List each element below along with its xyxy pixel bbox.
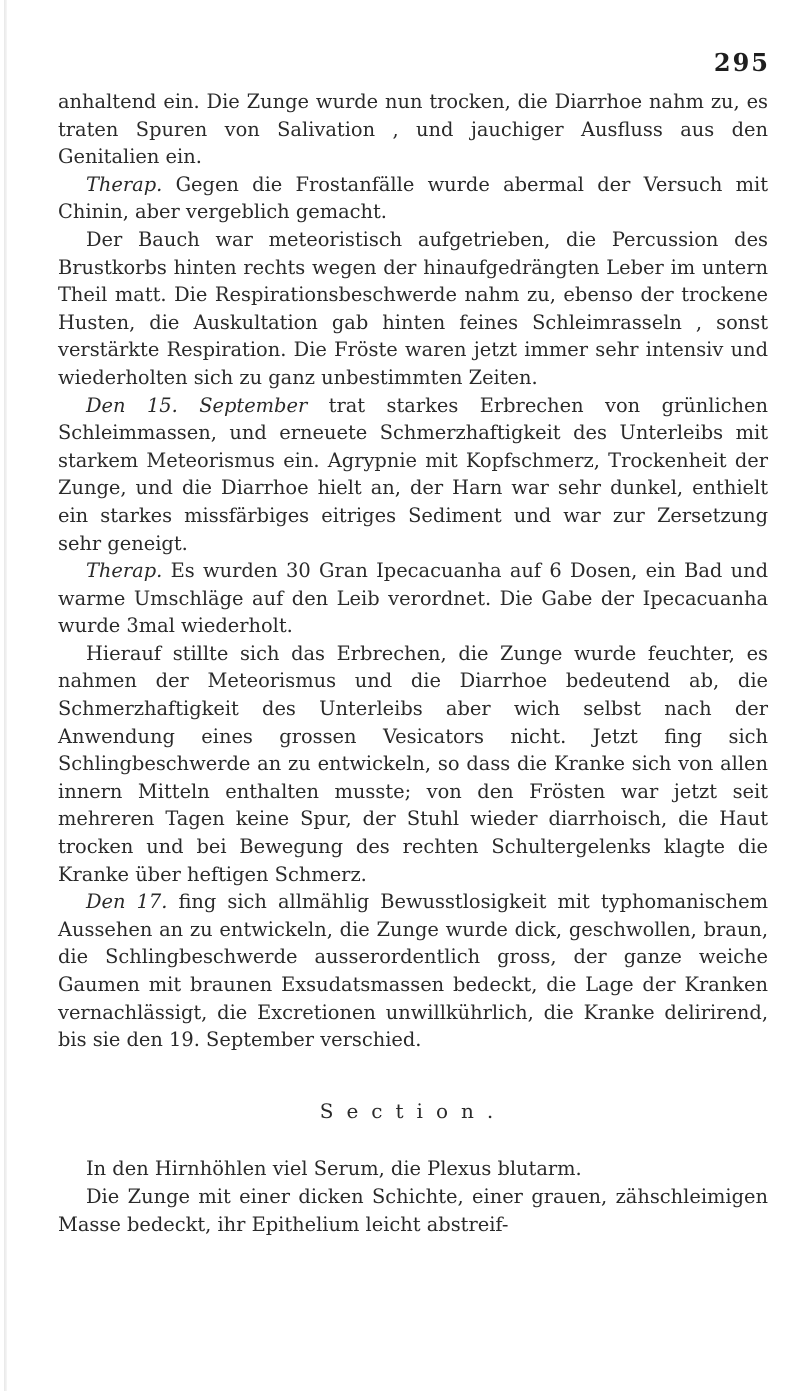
- paragraph-lead: Therap.: [86, 559, 163, 583]
- paragraph-continuation: [58, 88, 768, 171]
- page-number: 295: [713, 48, 770, 77]
- paragraph-text: Hierauf stillte sich das Erbrechen, die Zunge wurde feuchter, es nahmen der Meteorismus und die Diarrhoe bedeutend ab, die Schmerzhaftigkeit des Unterleibs aber wich selbst nach der Anwendung eines grossen Vesicators nicht. Jetzt fing sich Schlingbeschwerde an zu entwickeln, so dass die Kranke sich von allen innern Mitteln enthalten musste; von den Frösten war jetzt seit mehreren Tagen keine Spur, der Stuhl wieder diarrhoisch, die Haut trocken und bei Bewegung des rechten Schultergelenks klagte die Kranke über heftigen Schmerz.: [58, 641, 768, 886]
- section-paragraph: [58, 1155, 768, 1183]
- paragraph-lead: Den 15. September: [86, 393, 308, 417]
- paragraph-text: trat starkes Erbrechen von grünlichen Schleimmassen, und erneuete Schmerzhaftigkeit des Unterleibs mit starkem Meteorismus ein. Agrypnie mit Kopfschmerz, Trockenheit der Zunge, und die Diarrhoe hielt an, der Harn war sehr dunkel, enthielt ein starkes missfärbiges eitriges Sediment und war zur Zersetzung sehr geneigt.: [58, 393, 768, 555]
- paragraph-text: Es wurden 30 Gran Ipecacuanha auf 6 Dosen, ein Bad und warme Umschläge auf den Leib verordnet. Die Gabe der Ipecacuanha wurde 3mal wiederholt.: [58, 559, 768, 638]
- paragraph-text: In den Hirnhöhlen viel Serum, die Plexus blutarm.: [86, 1157, 582, 1181]
- paragraph-findings: [58, 226, 768, 392]
- page-binding-edge: [4, 0, 7, 1391]
- section-heading: Section.: [319, 1098, 507, 1123]
- paragraph-sept-15: [58, 392, 768, 558]
- paragraph-text: fing sich allmählig Bewusstlosigkeit mit typhomanischem Aussehen an zu entwickeln, die Zunge wurde dick, geschwollen, braun, die Schlingbeschwerde ausserordentlich gross, der ganze weiche Gaumen mit braunen Exsudatsmassen bedeckt, die Lage der Kranken vernachlässigt, die Excretionen unwillkührlich, die Kranke delirirend, bis sie den 19. September verschied.: [58, 890, 769, 1052]
- paragraph-text: Der Bauch war meteoristisch aufgetrieben, die Percussion des Brustkorbs hinten rechts wegen der hinaufgedrängten Leber im untern Theil matt. Die Respirationsbeschwerde nahm zu, ebenso der trockene Husten, die Auskultation gab hinten feines Schleimrasseln , sonst verstärkte Respiration. Die Fröste waren jetzt immer sehr intensiv und wiederholten sich zu ganz unbestimmten Zeiten.: [58, 227, 768, 389]
- section-paragraph: [58, 1183, 768, 1238]
- paragraph-text: Gegen die Frostanfälle wurde abermal der Versuch mit Chinin, aber vergeblich gemacht.: [58, 172, 768, 224]
- paragraph-therapy-1: [58, 171, 768, 226]
- body-text: [58, 88, 768, 1238]
- paragraph-lead: Therap.: [86, 172, 163, 196]
- paragraph-course: [58, 640, 768, 888]
- paragraph-text: anhaltend ein. Die Zunge wurde nun trocken, die Diarrhoe nahm zu, es traten Spuren von Salivation , und jauchiger Ausfluss aus den Genitalien ein.: [58, 90, 768, 169]
- paragraph-text: Die Zunge mit einer dicken Schichte, einer grauen, zähschleimigen Masse bedeckt, ihr Epithelium leicht abstreif-: [58, 1184, 768, 1236]
- paragraph-sept-17: [58, 888, 768, 1054]
- paragraph-lead: Den 17.: [86, 890, 168, 914]
- paragraph-therapy-2: [58, 557, 768, 640]
